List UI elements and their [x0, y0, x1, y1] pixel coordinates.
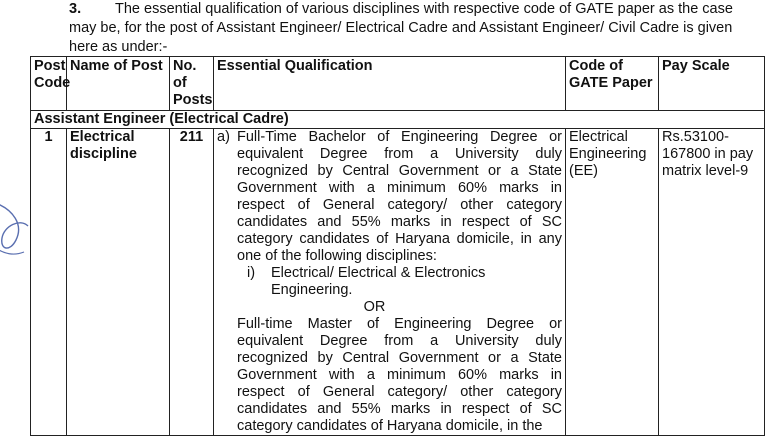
cell-gate-code: Electrical Engineering (EE) — [566, 129, 659, 436]
header-post-code: Post Code — [31, 57, 67, 111]
header-essential-qualification: Essential Qualification — [214, 57, 566, 111]
header-name-of-post: Name of Post — [67, 57, 170, 111]
section-number: 3. — [69, 1, 82, 17]
cell-name-of-post: Electrical discipline — [67, 129, 170, 436]
section-title: Assistant Engineer (Electrical Cadre) — [31, 111, 765, 129]
header-gate-code: Code of GATE Paper — [566, 57, 659, 111]
discipline-list-item — [217, 265, 562, 299]
header-no-of-posts: No. of Posts — [170, 57, 214, 111]
table-row — [31, 129, 765, 436]
cell-no-of-posts: 211 — [170, 129, 214, 436]
cell-pay-scale: Rs.53100-167800 in pay matrix level-9 — [659, 129, 765, 436]
qualification-table — [30, 56, 765, 436]
intro-text: The essential qualification of various disciplines with respective code of GATE paper as the case may be, for the post of Assistant Engineer/ Electrical Cadre and Assistant Engineer/ Civil Cadre is given here as under:- — [69, 1, 733, 55]
table-header-row — [31, 57, 765, 111]
header-pay-scale: Pay Scale — [659, 57, 765, 111]
discipline-marker: i) — [247, 265, 256, 281]
qualification-paragraph-2: Full-time Master of Engineering Degree or equivalent Degree from a University duly recognized by Central Government or a State Government with a minimum 60% marks in respect of General category/ other category candidates and 55% marks in respect of SC category candidates of Haryana domicile, in the — [237, 316, 562, 434]
qualification-marker: a) — [217, 129, 230, 145]
handwritten-signature-icon — [0, 196, 34, 260]
section-row — [31, 111, 765, 129]
or-separator: OR — [363, 299, 386, 315]
qualification-item-a — [217, 129, 562, 265]
cell-post-code: 1 — [31, 129, 67, 436]
cell-essential-qualification — [214, 129, 566, 436]
intro-paragraph — [69, 0, 759, 57]
discipline-text: Electrical/ Electrical & Electronics Engineering. — [271, 265, 486, 298]
qualification-paragraph-1: Full-Time Bachelor of Engineering Degree or equivalent Degree from a University duly recognized by Central Government or a State Government with a minimum 60% marks in respect of General category/ other category candidates and 55% marks in respect of SC category candidates of Haryana domicile, in any one of the following disciplines: — [237, 129, 562, 264]
